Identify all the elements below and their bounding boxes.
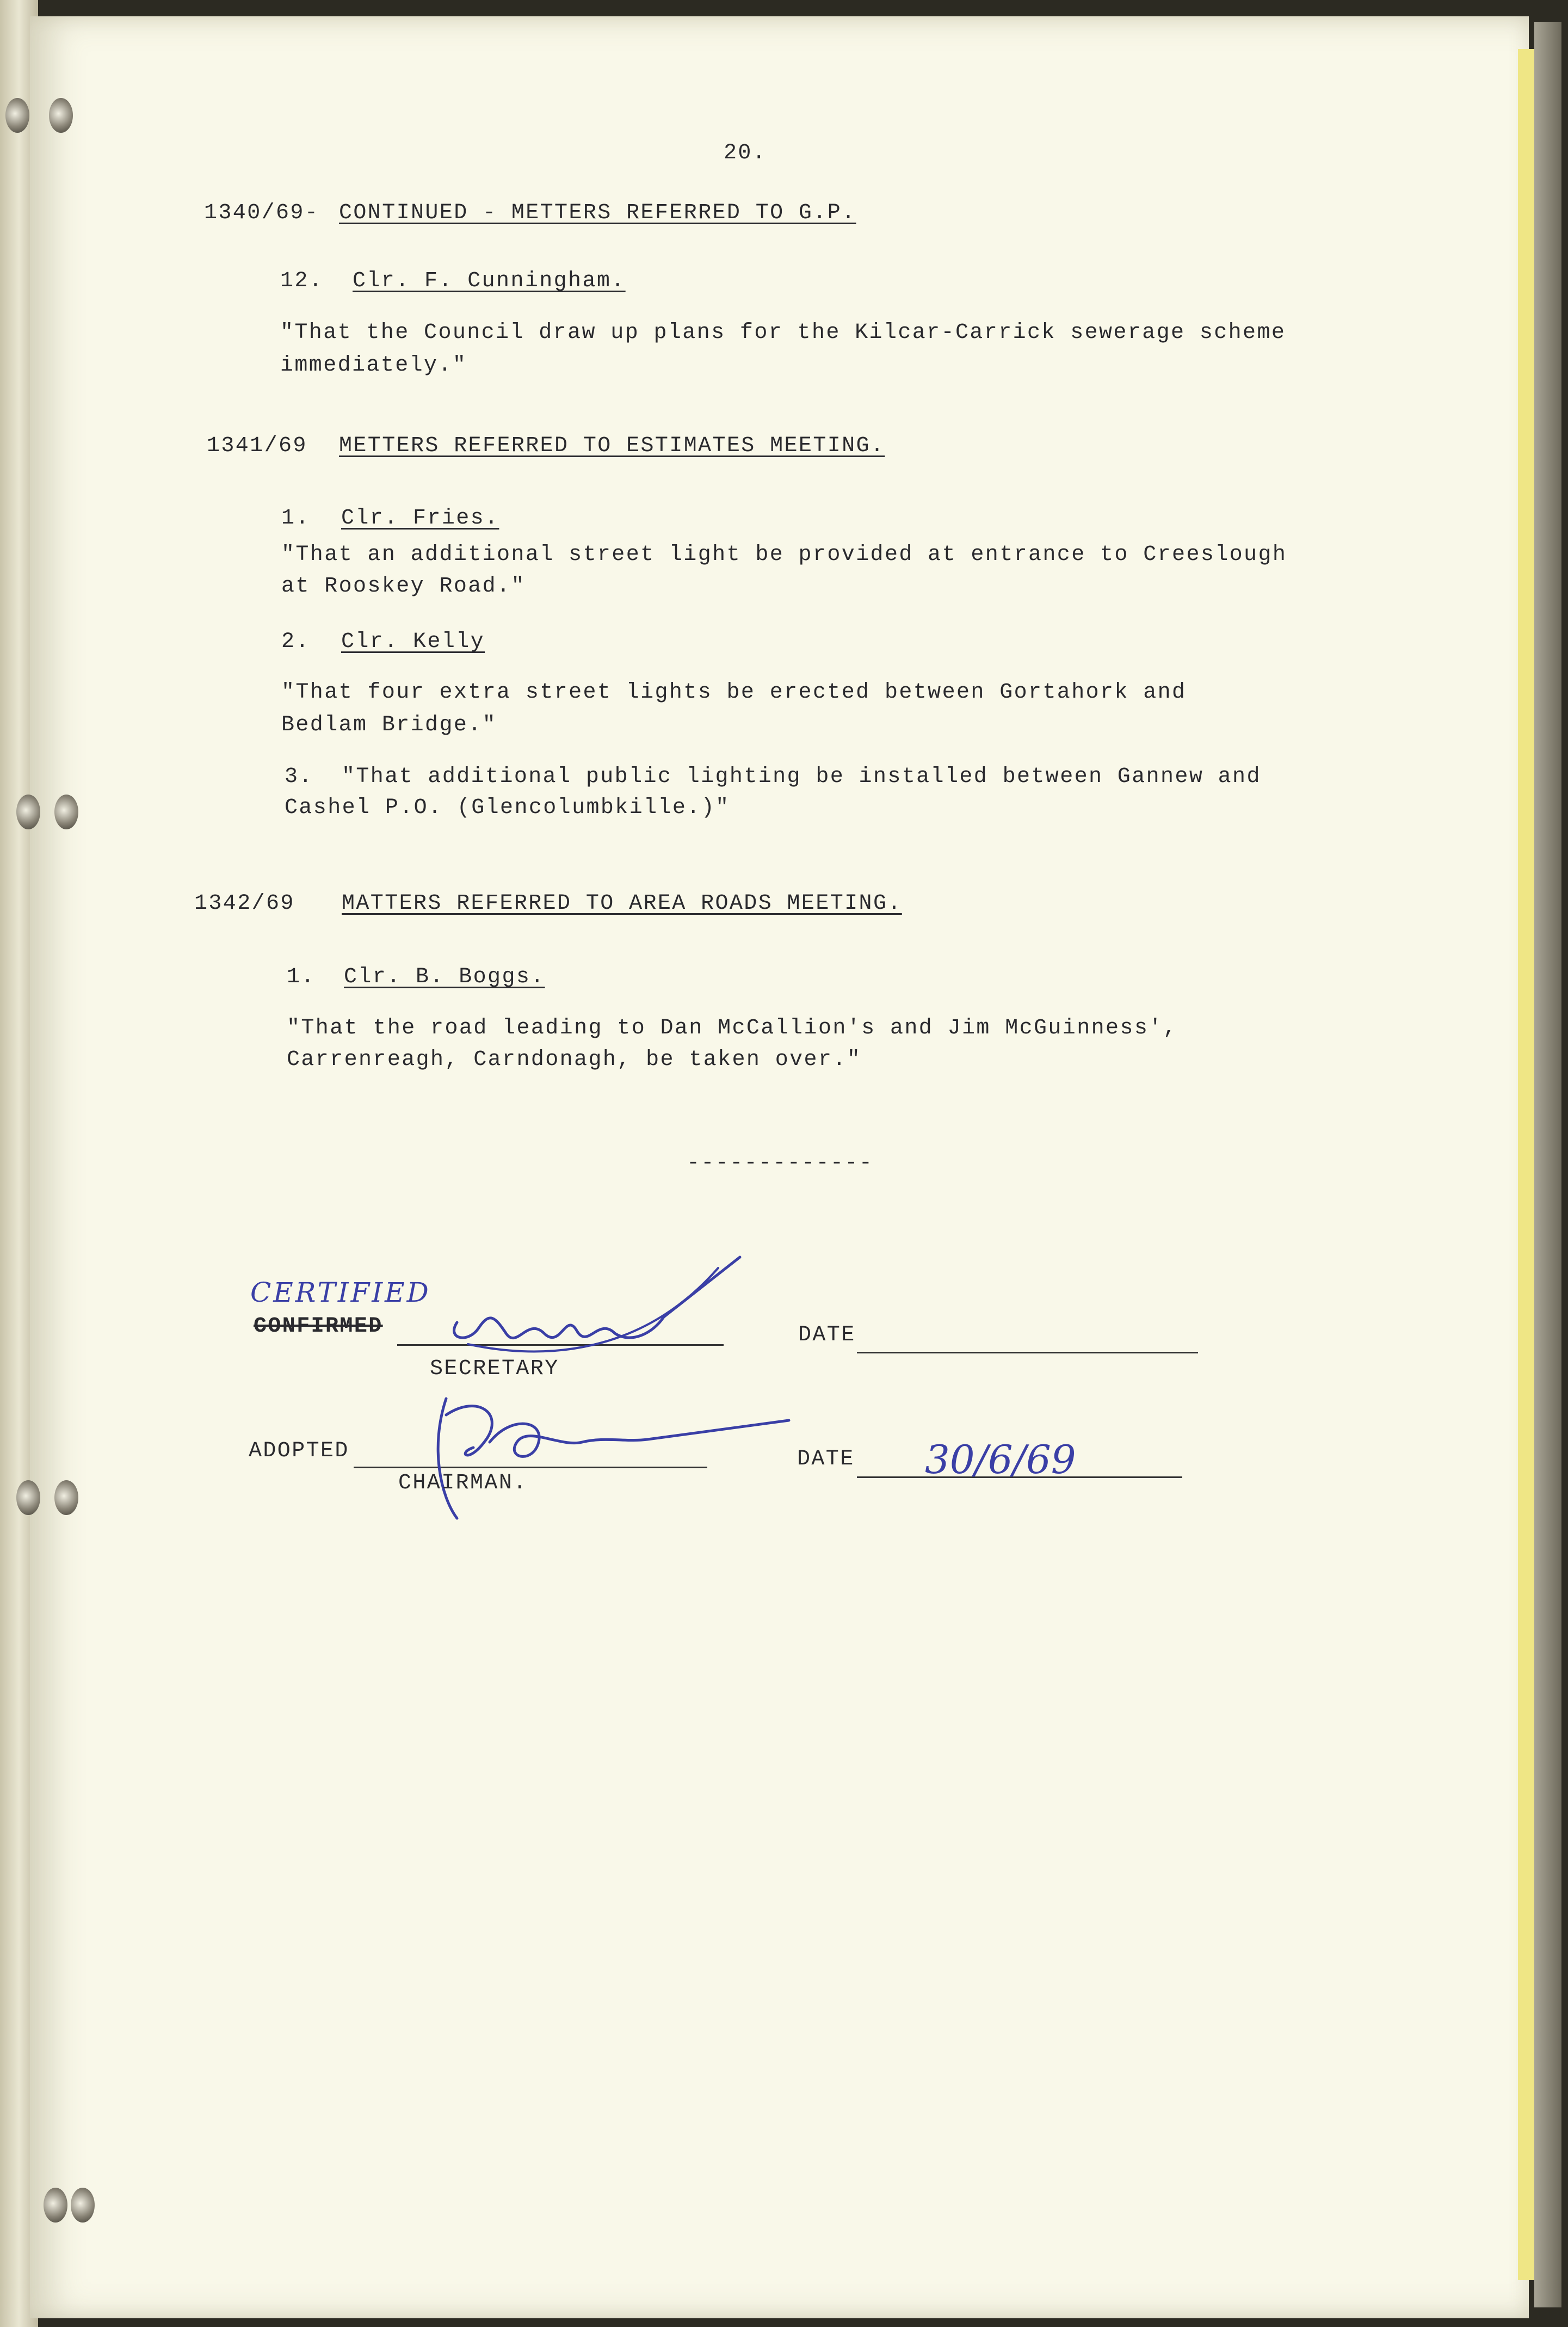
binder-ring-icon xyxy=(44,2188,67,2223)
page-number: 20. xyxy=(724,141,767,165)
item-mover: Clr. F. Cunningham. xyxy=(353,269,626,293)
certified-handwritten: CERTIFIED xyxy=(250,1277,431,1308)
adopted-label: ADOPTED xyxy=(249,1439,349,1463)
item-text-line: Carrenreagh, Carndonagh, be taken over." xyxy=(287,1048,862,1072)
book-edge xyxy=(1534,22,1561,2307)
chairman-label: CHAIRMAN. xyxy=(398,1471,528,1495)
binder-ring-icon xyxy=(71,2188,95,2223)
binder-ring-icon xyxy=(54,795,78,829)
item-text-line: "That the road leading to Dan McCallion's and Jim McGuinness', xyxy=(287,1016,1178,1041)
item-text-line: immediately." xyxy=(280,353,467,378)
item-text-line: Bedlam Bridge." xyxy=(281,713,497,737)
item-text-line: "That four extra street lights be erected between Gortahork and xyxy=(281,680,1187,705)
date-label: DATE xyxy=(798,1323,856,1347)
binder-ring-icon xyxy=(16,795,40,829)
page-edge-yellow xyxy=(1518,49,1534,2280)
date-line xyxy=(857,1352,1198,1353)
secretary-signature-icon xyxy=(435,1252,740,1361)
binder-ring-icon xyxy=(54,1480,78,1515)
section-ref: 1342/69 xyxy=(194,891,295,916)
chairman-signature-icon xyxy=(419,1382,800,1524)
date-label: DATE xyxy=(797,1447,855,1472)
item-text-line: "That additional public lighting be installed between Gannew and xyxy=(342,765,1261,789)
binder-ring-icon xyxy=(49,98,73,133)
item-text-line: "That the Council draw up plans for the Kilcar-Carrick sewerage scheme xyxy=(280,321,1286,345)
binder-ring-icon xyxy=(16,1480,40,1515)
adopted-date-handwritten: 30/6/69 xyxy=(925,1437,1076,1482)
item-mover: Clr. Fries. xyxy=(341,506,499,531)
item-text-line: Cashel P.O. (Glencolumbkille.)" xyxy=(285,796,730,820)
binder-ring-icon xyxy=(5,98,29,133)
item-number: 1. xyxy=(281,506,310,531)
item-number: 12. xyxy=(280,269,324,293)
item-number: 2. xyxy=(281,630,310,654)
separator-dashes: ------------- xyxy=(687,1151,874,1175)
item-text-line: "That an additional street light be provided at entrance to Creeslough xyxy=(281,543,1287,567)
section-ref: 1341/69 xyxy=(207,434,307,458)
section-ref: 1340/69- xyxy=(204,201,319,225)
item-mover: Clr. B. Boggs. xyxy=(344,965,545,989)
section-heading: METTERS REFERRED TO ESTIMATES MEETING. xyxy=(339,434,885,458)
confirmed-struck: CONFIRMED xyxy=(254,1314,383,1339)
item-number: 1. xyxy=(287,965,316,989)
secretary-label: SECRETARY xyxy=(430,1357,559,1381)
section-heading: MATTERS REFERRED TO AREA ROADS MEETING. xyxy=(342,891,902,916)
item-mover: Clr. Kelly xyxy=(341,630,485,654)
section-heading: CONTINUED - METTERS REFERRED TO G.P. xyxy=(339,201,856,225)
item-number: 3. xyxy=(285,765,313,789)
item-text-line: at Rooskey Road." xyxy=(281,574,526,599)
